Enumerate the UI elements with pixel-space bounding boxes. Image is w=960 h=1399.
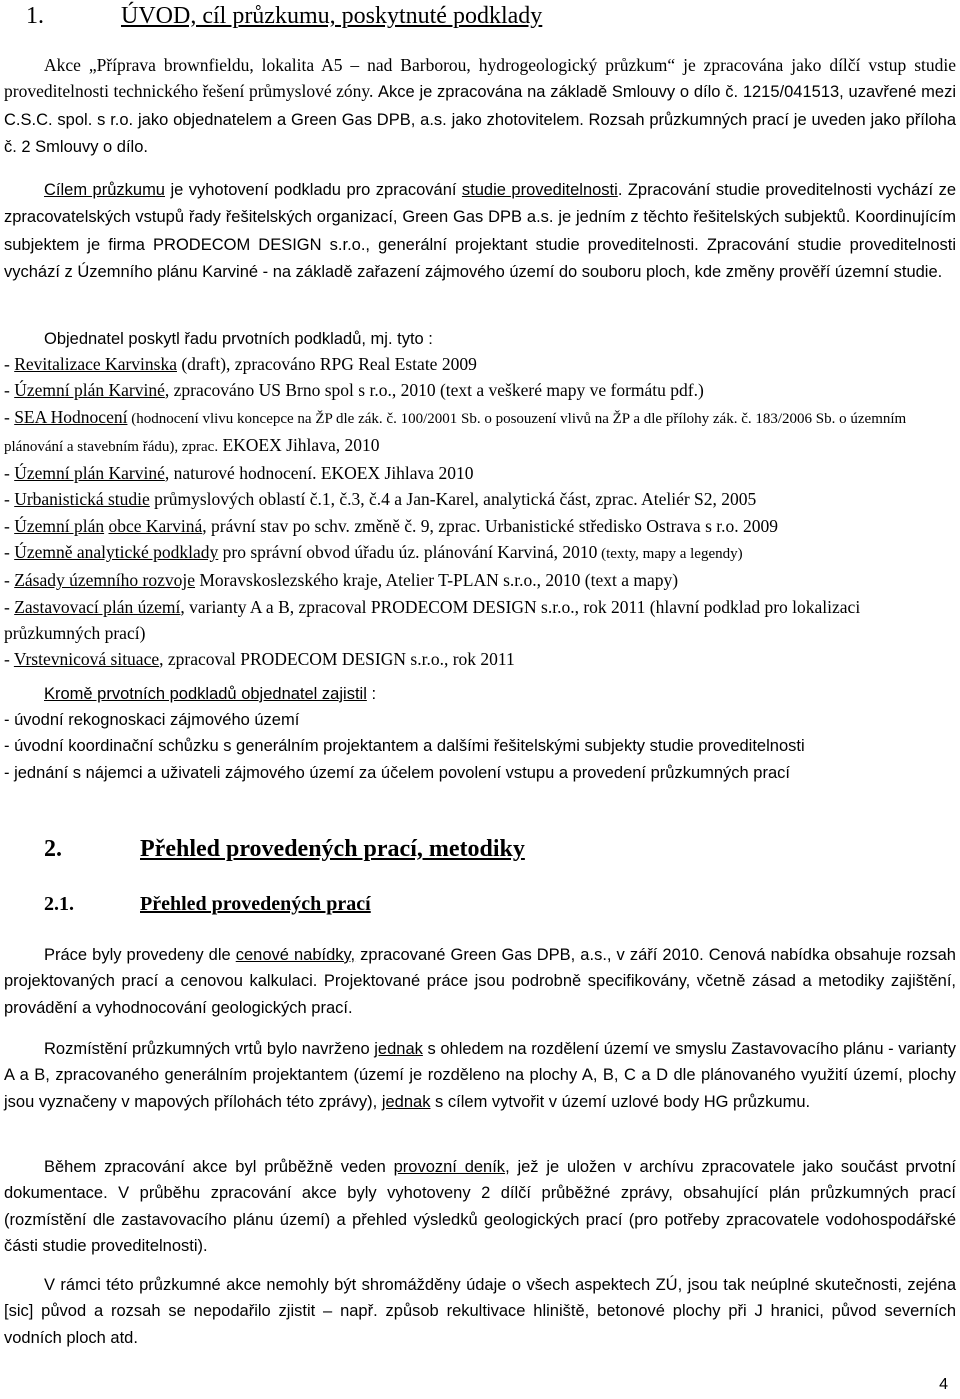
list-item: - Územní plán obce Karviná, právní stav po schv. změně č. 9, zprac. Urbanistické středisko Ostrava s r.o. 2009 xyxy=(4,515,778,536)
paragraph-limitations: V rámci této průzkumné akce nemohly být shromážděny údaje o všech aspektech ZÚ, jsou tak neúplné skutečnosti, zejéna [sic] původ a rozsah se nepodařilo zjistit – např. způsob rekultivace hliniště, betonové plochy při J hranici, původ severních vodních ploch atd. xyxy=(4,1276,956,1347)
list-item: - Územní plán Karviné, naturové hodnocení. EKOEX Jihlava 2010 xyxy=(4,463,474,484)
heading-number: 1. xyxy=(26,3,44,29)
section-heading-1 xyxy=(26,3,542,30)
paragraph-goal: Cílem průzkumu je vyhotovení podkladu pro zpracování studie proveditelnosti. Zpracování studie proveditelnosti vychází ze zpracovatelských vstupů řady řešitelských organizací, Green Gas DPB a.s. je jedním z těchto řešitelských subjektů. Koordinujícím subjektem je firma PRODECOM DESIGN s.r.o., generální projektant studie proveditelnosti. Zpracování studie proveditelnosti vychází z Územního plánu Karviné - na základě zařazení zájmového území do souboru ploch, kde změny prověří územní studie. xyxy=(4,181,957,281)
list-item: - Územně analytické podklady pro správní obvod úřadu úz. plánování Karviná, 2010 (texty, mapy a legendy) xyxy=(4,542,743,563)
section-heading-2 xyxy=(44,836,525,863)
list-item: - jednání s nájemci a uživateli zájmového území za účelem povolení vstupu a provedení průzkumných prací xyxy=(4,763,790,782)
subsection-heading xyxy=(44,893,371,916)
list-item: - Zásady územního rozvoje Moravskoslezského kraje, Atelier T-PLAN s.r.o., 2010 (text a mapy) xyxy=(4,570,679,591)
paragraph-works: Práce byly provedeny dle cenové nabídky, zpracované Green Gas DPB, a.s., v září 2010. Cenová nabídka obsahuje rozsah projektovaných prací a cenovou kalkulaci. Projektované práce jsou podrobně specifikovány, včetně zásad a metodiky zajištění, provádění a vyhodnocování geologických prací. xyxy=(4,946,956,1017)
source-list xyxy=(4,351,956,673)
heading-title: Přehled provedených prací xyxy=(140,893,371,915)
list-item: - Urbanistická studie průmyslových oblastí č.1, č.3, č.4 a Jan-Karel, analytická část, zprac. Ateliér S2, 2005 xyxy=(4,489,757,510)
page-number: 4 xyxy=(939,1376,948,1393)
paragraph-boreholes: Rozmístění průzkumných vrtů bylo navrženo jednak s ohledem na rozdělení území ve smyslu Zastavovacího plánu - varianty A a B, zpracovaného generálním projektantem (území je rozděleno na plochy A, B, C a D dle plánovaného využití území, plochy jsou vyznačeny v mapových přílohách této zprávy), jednak s cílem vytvořit v území uzlové body HG průzkumu. xyxy=(4,1040,957,1111)
paragraph-sources-intro: Objednatel poskytl řadu prvotních podkladů, mj. tyto : xyxy=(44,330,433,348)
list-item: - Zastavovací plán území, varianty A a B, zpracoval PRODECOM DESIGN s.r.o., rok 2011 (hlavní podklad pro lokalizaci průzkumných prací) xyxy=(4,596,861,643)
extra-list xyxy=(4,707,956,786)
list-item: - Územní plán Karviné, zpracováno US Brno spol s r.o., 2010 (text a veškeré mapy ve formátu pdf.) xyxy=(4,380,704,401)
heading-title: ÚVOD, cíl průzkumu, poskytnuté podklady xyxy=(121,3,543,29)
list-item: - úvodní koordinační schůzku s generálním projektantem a dalšími řešitelskými subjekty studie proveditelnosti xyxy=(4,737,805,756)
list-item: - Revitalizace Karvinska (draft), zpracováno RPG Real Estate 2009 xyxy=(4,354,477,374)
heading-title: Přehled provedených prací, metodiky xyxy=(140,836,525,862)
heading-number: 2.1. xyxy=(44,893,74,915)
paragraph-extra-intro: Kromě prvotních podkladů objednatel zajistil : xyxy=(44,685,377,703)
paragraph-intro: Akce „Příprava brownfieldu, lokalita A5 – nad Barborou, hydrogeologický průzkum“ je zpracována jako dílčí vstup studie proveditelnosti technického řešení průmyslové zóny. Akce je zpracována na základě Smlouvy o dílo č. 1215/041513, uzavřené mezi C.S.C. spol. s r.o. jako objednatelem a Green Gas DPB, a.s. jako zhotovitelem. Rozsah průzkumných prací je uveden jako příloha č. 2 Smlouvy o dílo. xyxy=(4,55,957,156)
list-item: - SEA Hodnocení (hodnocení vlivu koncepce na ŽP dle zák. č. 100/2001 Sb. o posouzení vlivů na ŽP a dle přílohy zák. č. 183/2006 Sb. o územním plánování a stavebním řádu), zprac. EKOEX Jihlava, 2010 xyxy=(4,406,907,455)
list-item: - úvodní rekognoskaci zájmového území xyxy=(4,711,300,729)
paragraph-diary: Během zpracování akce byl průběžně veden provozní deník, jež je uložen v archívu zpracovatele jako součást prvotní dokumentace. V průběhu zpracování akce byly vyhotoveny 2 dílčí průběžné zprávy, obsahující plán průzkumných prací (rozmístění dle zastavovacího plánu území) a přehled výsledků geologických prací (pro potřeby zpracovatele vodohospodářské části studie proveditelnosti). xyxy=(4,1158,957,1255)
list-item: - Vrstevnicová situace, zpracoval PRODECOM DESIGN s.r.o., rok 2011 xyxy=(4,649,515,670)
heading-number: 2. xyxy=(44,836,62,862)
